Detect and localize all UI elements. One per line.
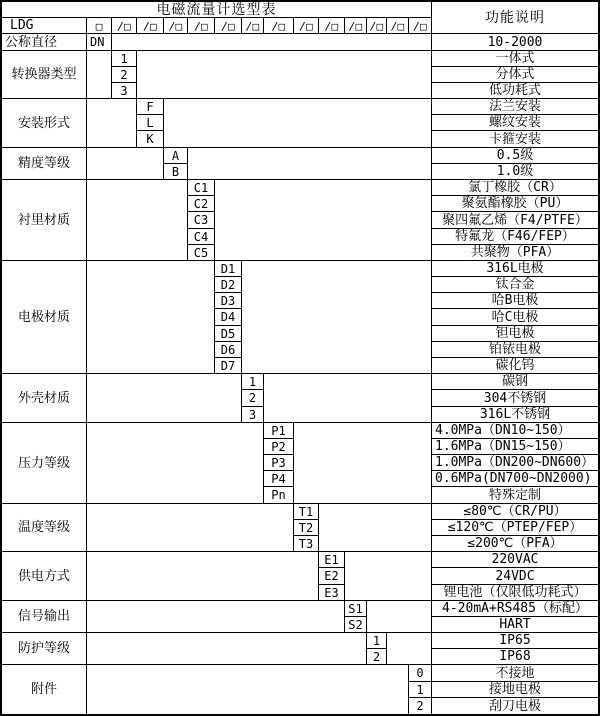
slash-box-cell: /□ [264,18,294,34]
slash-box-cell: /□ [215,18,242,34]
option-desc-cell: 碳钢 [432,374,598,390]
option-code-cell: D2 [215,277,242,293]
option-code-cell: P3 [264,455,294,471]
option-code-cell: K [137,131,164,148]
option-code-cell: C4 [188,229,215,245]
option-desc-cell: 1.6MPa（DN15~150） [432,439,598,455]
option-code-cell: T2 [294,520,319,536]
option-code-cell: 2 [367,649,387,665]
option-desc-cell: 316L电极 [432,261,598,277]
option-code-cell: 2 [112,67,137,83]
option-desc-cell: 刮刀电极 [432,698,598,714]
dn-code-cell: DN [87,34,112,51]
slash-box-cell: /□ [294,18,319,34]
option-desc-cell: IP68 [432,649,598,665]
option-desc-cell: ≤80℃（CR/PU） [432,504,598,520]
option-code-cell: Pn [264,487,294,504]
spacer-cell [215,180,432,261]
option-desc-cell: 铂铱电极 [432,342,598,358]
row-label: 信号输出 [2,601,87,633]
option-code-cell: P4 [264,471,294,487]
option-desc-cell: 304不锈钢 [432,390,598,407]
option-desc-cell: 聚氨酯橡胶（PU） [432,196,598,212]
row-label-dn: 公称直径 [2,34,87,51]
option-code-cell: C3 [188,212,215,229]
option-code-cell: E1 [319,552,345,568]
option-code-cell: B [164,164,188,180]
option-code-cell: 0 [409,665,432,682]
function-header: 功能说明 [432,2,598,34]
spacer-cell [87,261,215,374]
option-code-cell: D6 [215,342,242,358]
option-code-cell: 1 [367,633,387,649]
spacer-cell [137,51,432,99]
option-desc-cell: 一体式 [432,51,598,67]
option-desc-cell: 碳化钨 [432,358,598,374]
option-desc-cell: ≤200℃（PFA） [432,536,598,552]
slash-box-cell: /□ [164,18,188,34]
row-label: 转换器类型 [2,51,87,99]
option-code-cell: T3 [294,536,319,552]
table-title: 电磁流量计选型表 [2,2,432,18]
option-code-cell: 1 [409,682,432,698]
spacer-cell [87,180,188,261]
option-desc-cell: ≤120℃（PTEP/FEP） [432,520,598,536]
slash-box-cell: /□ [409,18,432,34]
row-label: 防护等级 [2,633,87,665]
option-code-cell: 2 [242,390,264,407]
spacer-cell [87,504,294,552]
row-label: 压力等级 [2,423,87,504]
row-label: 衬里材质 [2,180,87,261]
option-code-cell: E2 [319,568,345,585]
spacer-cell [164,99,432,148]
dn-box-cell: □ [87,18,112,34]
row-label: 精度等级 [2,148,87,180]
option-desc-cell: 卡箍安装 [432,131,598,148]
option-desc-cell: 螺纹安装 [432,115,598,131]
slash-box-cell: /□ [387,18,409,34]
slash-box-cell: /□ [112,18,137,34]
option-code-cell: P2 [264,439,294,455]
option-code-cell: P1 [264,423,294,439]
row-label: 供电方式 [2,552,87,601]
option-desc-cell: 锂电池（仅限低功耗式） [432,585,598,601]
option-desc-cell: 1.0MPa（DN200~DN600） [432,455,598,471]
option-desc-cell: 聚四氟乙烯（F4/PTFE） [432,212,598,229]
option-desc-cell: 法兰安装 [432,99,598,115]
spacer-cell [319,504,432,552]
option-desc-cell: 哈C电极 [432,309,598,326]
option-code-cell: D1 [215,261,242,277]
option-desc-cell: 4.0MPa（DN10~150） [432,423,598,439]
row-label: 附件 [2,665,87,714]
slash-box-cell: /□ [242,18,264,34]
option-desc-cell: 接地电极 [432,682,598,698]
spacer-cell [87,552,319,601]
spacer-cell [345,552,432,601]
slash-box-cell: /□ [137,18,164,34]
option-desc-cell: 氯丁橡胶（CR） [432,180,598,196]
option-desc-cell: 分体式 [432,67,598,83]
option-code-cell: 1 [242,374,264,390]
row-label: 电极材质 [2,261,87,374]
option-code-cell: F [137,99,164,115]
option-code-cell: E3 [319,585,345,601]
option-code-cell: 1 [112,51,137,67]
row-label: 外壳材质 [2,374,87,423]
option-desc-cell: 特氟龙（F46/FEP） [432,229,598,245]
option-code-cell: D7 [215,358,242,374]
spacer-cell [188,148,432,180]
option-code-cell: C2 [188,196,215,212]
option-desc-cell: 0.6MPa(DN700~DN2000) [432,471,598,487]
slash-box-cell: /□ [319,18,345,34]
spacer-cell [87,665,409,714]
spacer-cell [87,374,242,423]
option-code-cell: C1 [188,180,215,196]
option-desc-cell: 共聚物（PFA） [432,245,598,261]
spacer-cell [367,601,432,633]
spacer-cell [112,34,432,51]
option-desc-cell: 316L不锈钢 [432,407,598,423]
option-desc-cell: 哈B电极 [432,293,598,309]
slash-box-cell: /□ [367,18,387,34]
spacer-cell [87,423,264,504]
option-desc-cell: 钽电极 [432,326,598,342]
option-desc-cell: 1.0级 [432,164,598,180]
row-label: 温度等级 [2,504,87,552]
option-code-cell: D4 [215,309,242,326]
slash-box-cell: /□ [345,18,367,34]
spacer-cell [87,601,345,633]
option-desc-cell: 220VAC [432,552,598,568]
option-code-cell: S2 [345,617,367,633]
option-desc-cell: 低功耗式 [432,83,598,99]
option-code-cell: A [164,148,188,164]
spacer-cell [87,51,112,99]
spacer-cell [242,261,432,374]
spacer-cell [264,374,432,423]
option-desc-cell: IP65 [432,633,598,649]
option-code-cell: D3 [215,293,242,309]
row-label: 安装形式 [2,99,87,148]
spacer-cell [87,99,137,148]
option-desc-cell: 不接地 [432,665,598,682]
option-desc-cell: 10-2000 [432,34,598,51]
model-code-cell: LDG [2,18,87,34]
option-desc-cell: 钛合金 [432,277,598,293]
option-desc-cell: 4-20mA+RS485（标配） [432,601,598,617]
spacer-cell [294,423,432,504]
spacer-cell [387,633,432,665]
option-code-cell: L [137,115,164,131]
option-desc-cell: 24VDC [432,568,598,585]
option-code-cell: S1 [345,601,367,617]
option-code-cell: D5 [215,326,242,342]
option-code-cell: C5 [188,245,215,261]
spacer-cell [87,148,164,180]
slash-box-cell: /□ [188,18,215,34]
option-desc-cell: HART [432,617,598,633]
option-desc-cell: 特殊定制 [432,487,598,504]
option-code-cell: T1 [294,504,319,520]
option-desc-cell: 0.5级 [432,148,598,164]
option-code-cell: 3 [242,407,264,423]
option-code-cell: 2 [409,698,432,714]
spacer-cell [87,633,367,665]
option-code-cell: 3 [112,83,137,99]
